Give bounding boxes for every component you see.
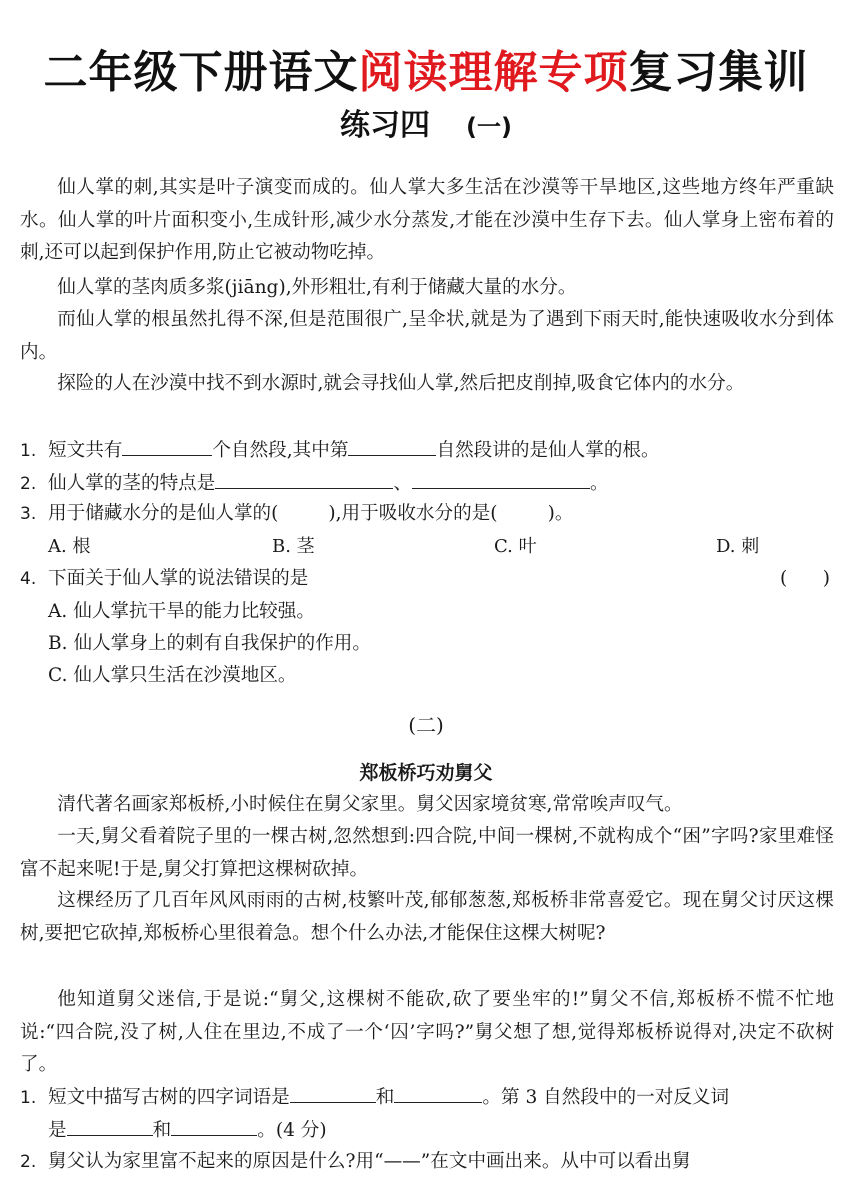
passage-1-paragraph-1: 仙人掌的刺,其实是叶子演变而成的。仙人掌大多生活在沙漠等干旱地区,这些地方终年严重缺水。仙人掌的叶片面积变小,生成针形,减少水分蒸发,才能在沙漠中生存下去。仙人掌身上密布着的刺,还可以起到保护作用,防止它被动物吃掉。 <box>20 177 834 263</box>
separator: 、 <box>393 473 412 494</box>
question-number: 1. <box>20 1088 37 1108</box>
question-number: 2. <box>20 1152 37 1172</box>
answer-blank[interactable] <box>171 1113 257 1136</box>
question-text: 仙人掌的茎的特点是 <box>48 473 216 494</box>
option-b[interactable]: B. 仙人掌身上的刺有自我保护的作用。 <box>48 633 371 654</box>
question-2-2 <box>20 1146 834 1178</box>
answer-blank[interactable] <box>67 1113 153 1136</box>
story-title: 郑板桥巧劝舅父 <box>359 762 493 784</box>
question-2-1-continued <box>48 1113 852 1147</box>
title-highlight: 阅读理解专项 <box>358 47 629 98</box>
exercise-name: 练习四 <box>340 108 431 143</box>
passage-2-paragraph-2: 一天,舅父看着院子里的一棵古树,忽然想到:四合院,中间一棵树,不就构成个“困”字吗?家里难怪富不起来呢!于是,舅父打算把这棵树砍掉。 <box>20 826 834 880</box>
question-number: 1. <box>20 441 37 461</box>
question-text: 短文共有 <box>48 440 123 461</box>
answer-blank[interactable] <box>122 433 212 456</box>
section-1-mark: (一) <box>466 113 512 141</box>
option-a[interactable]: A. 仙人掌抗干旱的能力比较强。 <box>48 601 315 622</box>
passage-1-paragraph-4: 探险的人在沙漠中找不到水源时,就会寻找仙人掌,然后把皮削掉,吸食它体内的水分。 <box>57 373 745 394</box>
passage-2-paragraph-4: 他知道舅父迷信,于是说:“舅父,这棵树不能砍,砍了要坐牢的!”舅父不信,郑板桥不慌不忙地说:“四合院,没了树,人住在里边,不成了一个‘囚’字吗?”舅父想了想,觉得郑板桥说得对,决定不砍树了。 <box>20 989 834 1075</box>
passage-1-paragraph-3: 而仙人掌的根虽然扎得不深,但是范围很广,呈伞状,就是为了遇到下雨天时,能快速吸收水分到体内。 <box>20 309 834 363</box>
question-text: 和 <box>375 1087 395 1108</box>
question-text: 和 <box>152 1120 172 1141</box>
question-text: 。 <box>589 473 609 494</box>
question-text: 。(4 分) <box>257 1120 327 1141</box>
passage-1-paragraph-2: 仙人掌的茎肉质多浆(jiāng),外形粗壮,有利于储藏大量的水分。 <box>57 277 577 298</box>
question-text: 下面关于仙人掌的说法错误的是 <box>48 568 309 589</box>
section-2-mark: (二) <box>408 713 444 737</box>
question-text: 自然段讲的是仙人掌的根。 <box>436 440 660 461</box>
title-part-2: 复习集训 <box>628 47 809 98</box>
answer-blank[interactable] <box>348 433 436 456</box>
answer-blank[interactable] <box>290 1080 376 1103</box>
question-text: ),用于吸收水分的是( <box>328 503 498 524</box>
question-text: 舅父认为家里富不起来的原因是什么?用“——”在文中画出来。从中可以看出舅 <box>48 1151 691 1172</box>
question-1-2 <box>20 466 834 500</box>
question-1-4 <box>20 563 834 595</box>
question-text: 是 <box>48 1120 67 1141</box>
option-b[interactable]: B. 茎 <box>272 536 315 557</box>
page-title <box>0 44 852 102</box>
answer-blank[interactable] <box>412 466 590 489</box>
title-part-1: 二年级下册语文 <box>43 47 359 98</box>
option-c[interactable]: C. 仙人掌只生活在沙漠地区。 <box>48 665 297 686</box>
question-1-3 <box>20 498 834 530</box>
answer-blank[interactable] <box>394 1080 482 1103</box>
question-text: 用于储藏水分的是仙人掌的( <box>48 503 279 524</box>
question-number: 3. <box>20 504 37 524</box>
question-1-3-options <box>48 531 808 563</box>
option-a[interactable]: A. 根 <box>48 536 91 557</box>
question-2-1 <box>20 1080 834 1114</box>
question-number: 2. <box>20 474 37 494</box>
question-text: )。 <box>547 503 574 524</box>
question-number: 4. <box>20 569 37 589</box>
question-1-1 <box>20 433 834 467</box>
answer-blank[interactable] <box>215 466 393 489</box>
passage-2-paragraph-3: 这棵经历了几百年风风雨雨的古树,枝繁叶茂,郁郁葱葱,郑板桥非常喜爱它。现在舅父讨厌这棵树,要把它砍掉,郑板桥心里很着急。想个什么办法,才能保住这棵大树呢? <box>20 890 834 944</box>
answer-paren[interactable]: ( ) <box>780 568 830 589</box>
option-d[interactable]: D. 刺 <box>716 536 760 557</box>
passage-2-paragraph-1: 清代著名画家郑板桥,小时候住在舅父家里。舅父因家境贫寒,常常唉声叹气。 <box>57 794 683 815</box>
option-c[interactable]: C. 叶 <box>494 536 537 557</box>
question-text: 个自然段,其中第 <box>212 440 349 461</box>
question-text: 短文中描写古树的四字词语是 <box>48 1087 290 1108</box>
exercise-subtitle <box>0 106 852 147</box>
question-text: 。第 3 自然段中的一对反义词 <box>482 1087 730 1108</box>
